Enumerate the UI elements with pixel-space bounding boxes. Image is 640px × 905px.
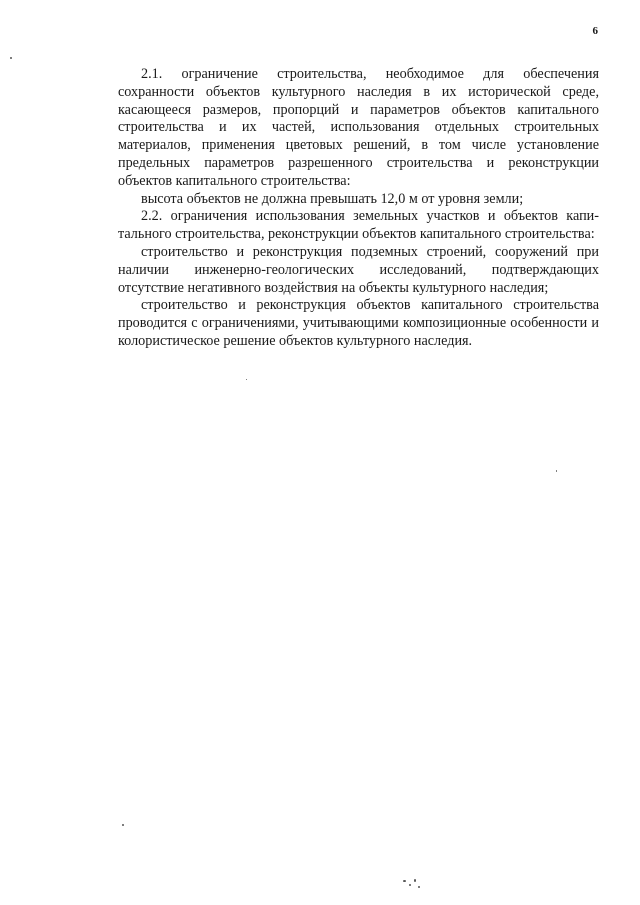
paragraph-height-limit: высота объектов не должна превышать 12,0 м от уровня земли;	[141, 190, 524, 207]
paragraph-2-2: 2.2. ограничения использования земельных участков и объектов капи-тального строительства, реконструкции объектов капитального строительства:	[118, 208, 599, 243]
scan-speck	[556, 470, 557, 472]
scan-speck	[403, 880, 406, 882]
paragraph-underground-construction: строительство и реконструкция подземных строений, сооружений при наличии инженерно-геологических исследований, подтверждающих отсутствие негативного воздействия на объекты культурного наследия;	[118, 243, 599, 296]
scan-speck	[122, 824, 124, 826]
scan-speck	[418, 886, 420, 888]
document-body	[118, 66, 599, 351]
page-number: 6	[592, 25, 598, 37]
scan-speck	[10, 57, 12, 59]
paragraph-capital-construction: строительство и реконструкция объектов капитального строительства проводится с ограничениями, учитывающими композиционные особенности и колористическое решение объектов культурного наследия.	[118, 297, 599, 349]
scan-speck	[414, 879, 416, 882]
scan-speck	[246, 379, 247, 380]
paragraph-2-1: 2.1. ограничение строительства, необходимое для обеспечения сохранности объектов культурного наследия в их исторической среде, касающееся размеров, пропорций и параметров объектов капитального строительства и их частей, использования отдельных строительных материалов, применения цветовых решений, в том числе установление предельных параметров разрешенного строительства и реконструкции объектов капитального строительства:	[118, 66, 599, 189]
scan-speck	[409, 884, 411, 886]
